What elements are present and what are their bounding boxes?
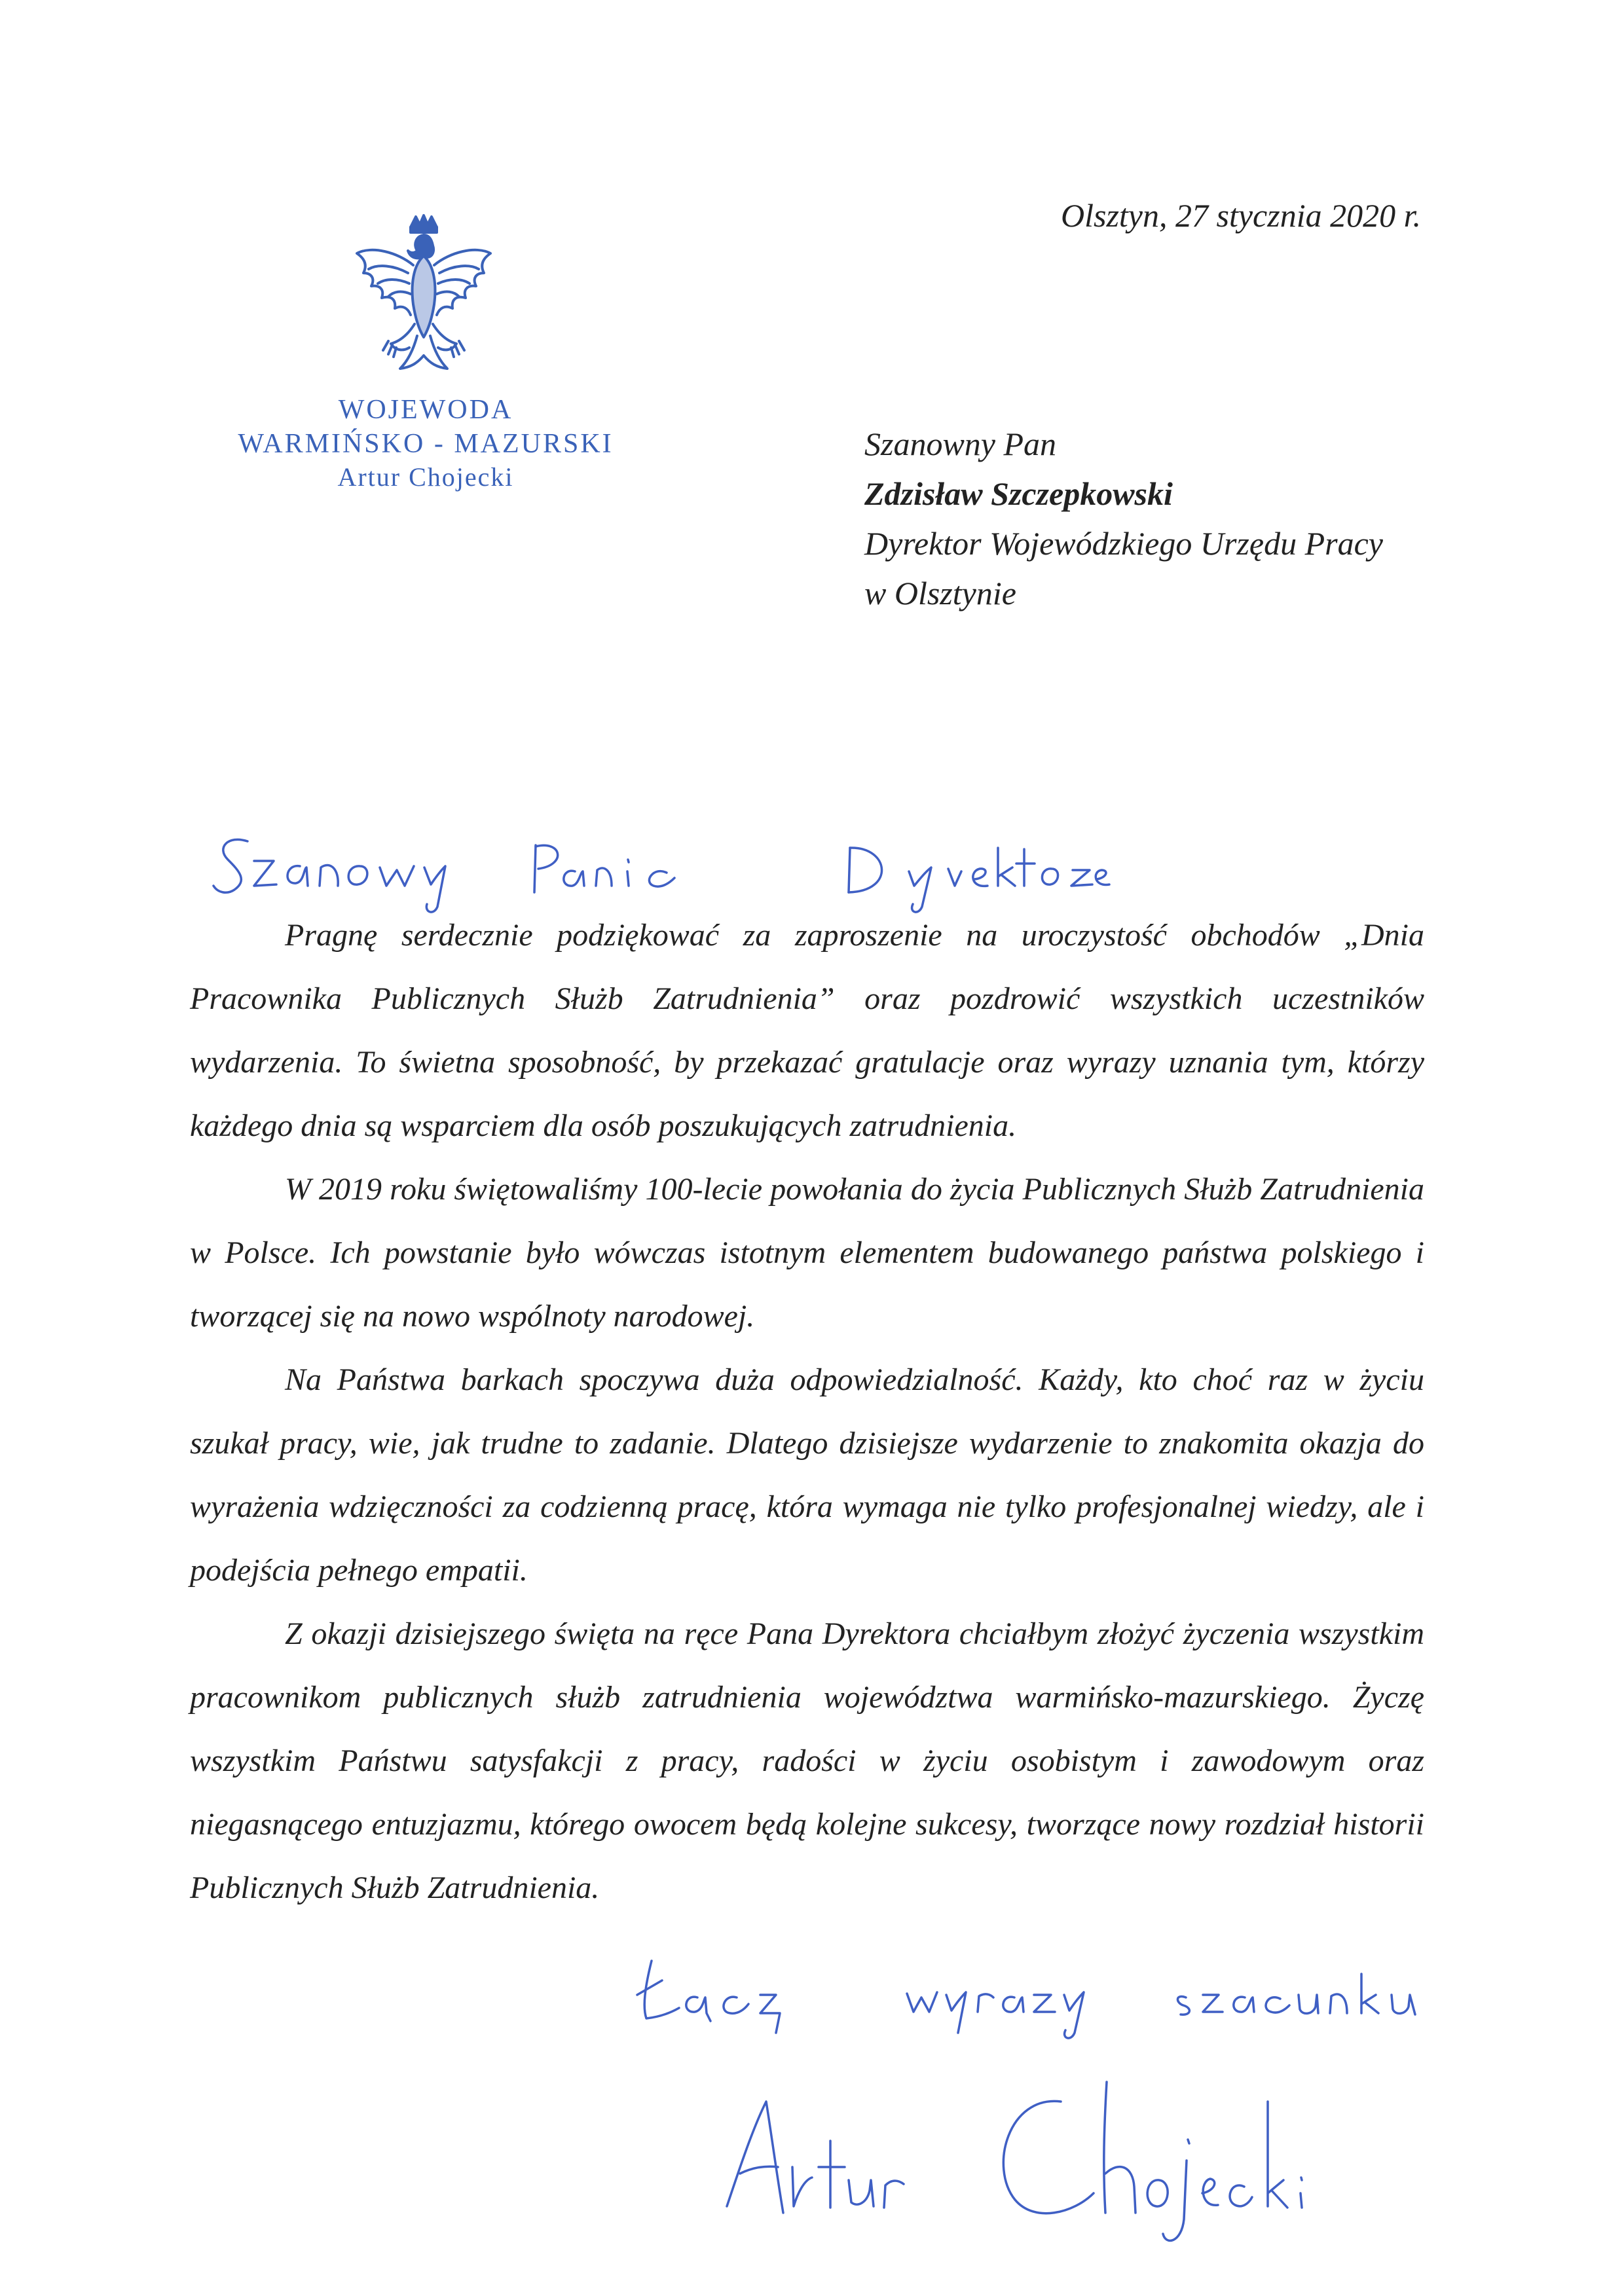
body-paragraph-3: Na Państwa barkach spoczywa duża odpowiedzialność. Każdy, kto choć raz w życiu szukał pracy, wie, jak trudne to zadanie. Dlatego dzisiejsze wydarzenie to znakomita okazja do wyrażenia wdzięczności za codzienną pracę, która wymaga nie tylko profesjonalnej wiedzy, ale i podejścia pełnego empatii.	[190, 1362, 1424, 1588]
recipient-position: Dyrektor Wojewódzkiego Urzędu Pracy	[864, 525, 1383, 562]
office-region: WARMIŃSKO - MAZURSKI	[238, 429, 614, 459]
letter-date: Olsztyn, 27 stycznia 2020 r.	[1061, 197, 1421, 234]
office-title: WOJEWODA	[338, 395, 513, 425]
body-paragraph-1: Pragnę serdecznie podziękować za zaproszenie na uroczystość obchodów „Dnia Pracownika Publicznych Służb Zatrudnienia” oraz pozdrowić wszystkich uczestników wydarzenia. To świetna sposobność, by przekazać gratulacje oraz wyrazy uznania tym, którzy każdego dnia są wsparciem dla osób poszukujących zatrudnienia.	[190, 918, 1424, 1143]
signature	[720, 2062, 1310, 2259]
recipient-block	[864, 419, 1454, 618]
recipient-location: w Olsztynie	[864, 575, 1016, 611]
handwritten-salutation	[208, 809, 1112, 913]
polish-eagle-icon	[345, 213, 502, 386]
office-header	[196, 393, 655, 494]
recipient-salutation: Szanowny Pan	[864, 426, 1057, 462]
body-paragraph-2: W 2019 roku świętowaliśmy 100-lecie powołania do życia Publicznych Służb Zatrudnienia w Polsce. Ich powstanie było wówczas istotnym elementem budowanego państwa polskiego i tworzącej się na nowo wspólnoty narodowej.	[190, 1172, 1424, 1334]
letter-body	[190, 903, 1424, 1920]
recipient-name: Zdzisław Szczepkowski	[864, 475, 1173, 512]
office-holder-name: Artur Chojecki	[337, 462, 514, 492]
body-paragraph-4: Z okazji dzisiejszego święta na ręce Pana Dyrektora chciałbym złożyć życzenia wszystkim pracownikom publicznych służb zatrudnienia województwa warmińsko-mazurskiego. Życzę wszystkim Państwu satysfakcji z pracy, radości w życiu osobistym i zawodowym oraz niegasnącego entuzjazmu, którego owocem będą kolejne sukcesy, tworzące nowy rozdział historii Publicznych Służb Zatrudnienia.	[190, 1616, 1424, 1905]
handwritten-closing	[632, 1935, 1431, 2046]
